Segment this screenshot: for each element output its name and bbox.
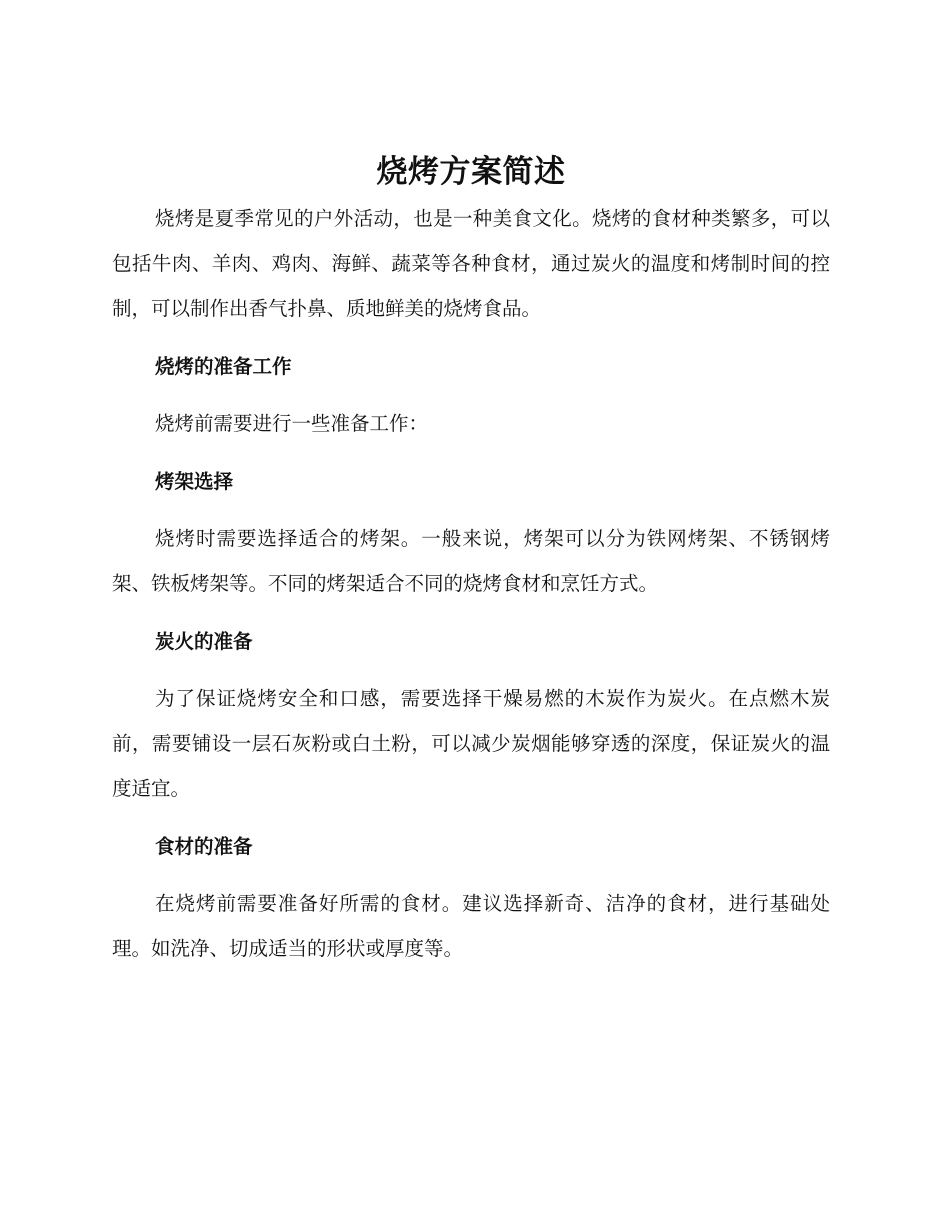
section-heading-ingredients: 食材的准备 bbox=[155, 835, 253, 858]
section-heading-charcoal: 炭火的准备 bbox=[155, 630, 253, 653]
document-page bbox=[112, 150, 830, 971]
intro-paragraph: 烧烤是夏季常见的户外活动，也是一种美食文化。烧烤的食材种类繁多，可以包括牛肉、羊肉、鸡肉、海鲜、蔬菜等各种食材，通过炭火的温度和烤制时间的控制，可以制作出香气扑鼻、质地鲜美的烧烤食品。 bbox=[112, 207, 830, 320]
section-heading-grill-selection: 烤架选择 bbox=[155, 470, 234, 493]
section-body-charcoal: 为了保证烧烤安全和口感，需要选择干燥易燃的木炭作为炭火。在点燃木炭前，需要铺设一层石灰粉或白土粉，可以减少炭烟能够穿透的深度，保证炭火的温度适宜。 bbox=[112, 687, 830, 800]
section-body-ingredients: 在烧烤前需要准备好所需的食材。建议选择新奇、洁净的食材，进行基础处理。如洗净、切成适当的形状或厚度等。 bbox=[112, 892, 830, 960]
section-body-preparation: 烧烤前需要进行一些准备工作： bbox=[155, 412, 429, 435]
section-heading-preparation: 烧烤的准备工作 bbox=[155, 355, 292, 378]
document-title: 烧烤方案简述 bbox=[376, 154, 566, 190]
section-body-grill-selection: 烧烤时需要选择适合的烤架。一般来说，烤架可以分为铁网烤架、不锈钢烤架、铁板烤架等。不同的烤架适合不同的烧烤食材和烹饪方式。 bbox=[112, 527, 830, 595]
